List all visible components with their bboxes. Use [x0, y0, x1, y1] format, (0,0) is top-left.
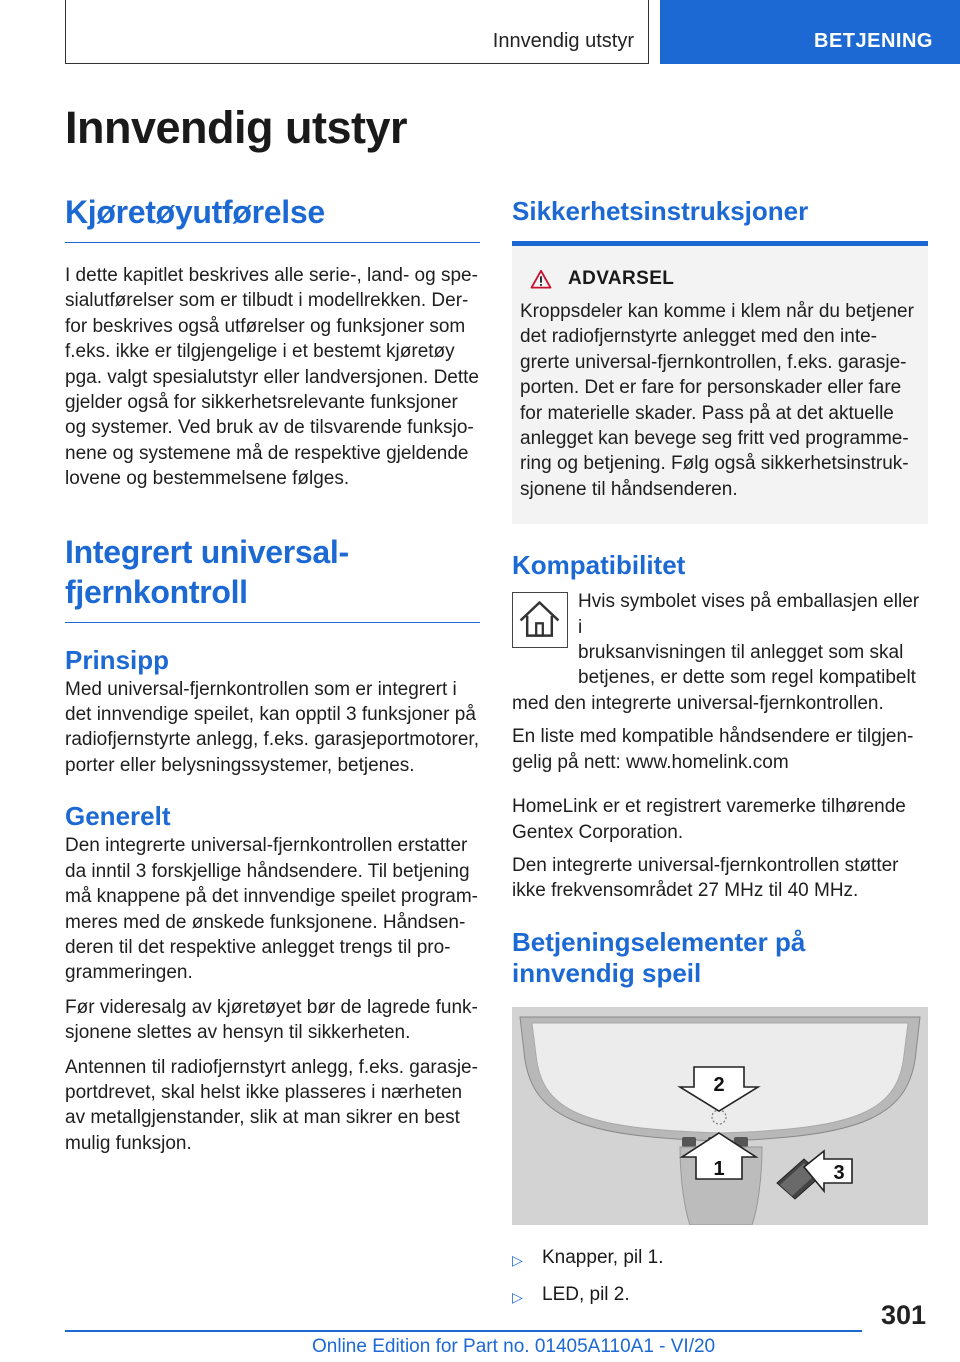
- compatibility-text-rest: med den integrerte universal-fjernkontrollen.: [512, 692, 884, 714]
- heading-principle: Prinsipp: [65, 644, 170, 675]
- compatibility-text-indented: Hvis symbolet vises på emballasjen eller i bruksanvisningen til anlegget som skal betjenes, er dette som regel kompatibelt: [578, 591, 920, 689]
- mirror-controls-list: [512, 1245, 928, 1310]
- warning-header: [520, 268, 918, 290]
- heading-mirror-controls: Betjeningselementer på innvendig speil: [512, 926, 806, 988]
- header-section-title: Innvendig utstyr: [492, 30, 634, 52]
- mirror-diagram: [512, 1007, 928, 1225]
- page-number: 301: [880, 1300, 926, 1330]
- footer-rule: [65, 1330, 862, 1332]
- heading-general: Generelt: [65, 801, 171, 832]
- section-heading-vehicle-version: Kjøretøyutførelse: [65, 190, 480, 243]
- list-item: ▷ LED, pil 2.: [512, 1282, 928, 1310]
- page-title: Innvendig utstyr: [65, 102, 408, 153]
- general-text-1: Den integrerte universal-fjernkontrollen erstatter da inntil 3 forskjellige håndsendere. Til betjening må knappene på det innvendige speilet program- meres med de ønskede funksjonene. Håndsen- deren til det respektive anlegget trengs til pro- grammeringen.: [65, 835, 478, 984]
- section-heading-universal-remote: Integrert universal- fjernkontroll: [65, 532, 480, 623]
- warning-box: [512, 246, 928, 524]
- triangle-bullet-icon: ▷: [512, 1288, 523, 1305]
- homelink-trademark-text: HomeLink er et registrert varemerke tilhørende Gentex Corporation.: [512, 796, 906, 843]
- header-chapter-label: BETJENING: [814, 30, 933, 52]
- heading-compatibility: Kompatibilitet: [512, 550, 686, 581]
- list-item: ▷ Knapper, pil 1.: [512, 1245, 928, 1273]
- rearview-mirror-illustration: [512, 1007, 928, 1225]
- vehicle-version-text: I dette kapitlet beskrives alle serie-, land- og spe- sialutførelser som er tilbudt i modellrekken. Der- for beskrives også utførelser og funksjoner som f.eks. ikke er tilgjengelige i et bestemt kjøretøy pga. valgt spesialutstyr eller landversjonen. Dette gjelder også for sikkerhetsrelevante funksjoner og systemer. Ved bruk av de tilsvarende funksjo- nene og systemene må de respektive gjeldende lovene og bestemmelsene følges.: [65, 265, 480, 490]
- right-column: [512, 190, 928, 1319]
- compatibility-list-text: En liste med kompatible håndsendere er tilgjen- gelig på nett: www.homelink.com: [512, 726, 914, 773]
- general-text-3: Antennen til radiofjernstyrt anlegg, f.eks. garasje- portdrevet, skal helst ikke plasseres i nærheten av metallgjenstander, slik at man sikrer en best mulig funksjon.: [65, 1056, 478, 1154]
- warning-label: ADVARSEL: [568, 268, 675, 289]
- warning-text: Kroppsdeler kan komme i klem når du betjener det radiofjernstyrte anlegget med den inte- grerte universal-fjernkontrollen, f.eks. garasje- porten. Det er fare for personskader eller fare for materielle skader. Pass på at det aktuelle anlegget kan bevege seg fritt ved programme- ring og betjening. Følg også sikkerhetsinstruk- sjonene til håndsenderen.: [520, 301, 914, 500]
- triangle-bullet-icon: ▷: [512, 1251, 523, 1268]
- section-heading-safety: Sikkerhetsinstruksjoner: [512, 190, 928, 246]
- frequency-text: Den integrerte universal-fjernkontrollen støtter ikke frekvensområdet 27 MHz til 40 MHz.: [512, 854, 899, 902]
- general-text-2: Før videresalg av kjøretøyet bør de lagrede funk- sjonene slettes av hensyn til sikkerheten.: [65, 996, 478, 1044]
- left-column: [65, 190, 480, 1156]
- callout-label-2: 2: [713, 1073, 725, 1096]
- callout-label-3: 3: [833, 1161, 845, 1184]
- footer-edition: Online Edition for Part no. 01405A110A1 - VI/20: [312, 1336, 716, 1357]
- compatibility-block: [512, 589, 928, 716]
- home-icon: [513, 593, 566, 646]
- header-chapter-tab[interactable]: [660, 0, 960, 64]
- principle-text: Med universal-fjernkontrollen som er integrert i det innvendige speilet, kan opptil 3 funksjoner på radiofjernstyrte anlegg, f.eks. garasjeportmotorer, porter eller belysningssystemer, betjenes.: [65, 678, 479, 776]
- callout-label-1: 1: [713, 1157, 725, 1180]
- homelink-symbol: [512, 592, 568, 648]
- warning-triangle-icon: [530, 269, 552, 289]
